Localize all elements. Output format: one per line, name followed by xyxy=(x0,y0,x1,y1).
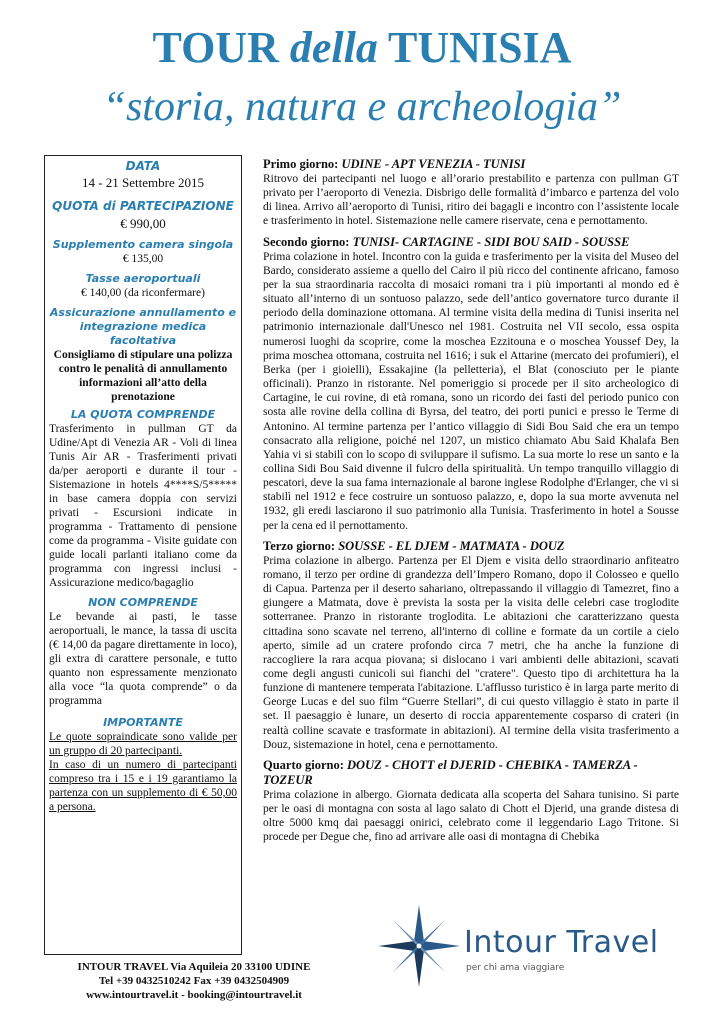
itinerary xyxy=(263,157,679,845)
footer-web[interactable]: www.intourtravel.it - booking@intourtravel.it xyxy=(86,989,302,1001)
important-heading: IMPORTANTE xyxy=(103,716,183,729)
quota-heading: QUOTA di PARTECIPAZIONE xyxy=(52,199,234,213)
compass-rose-icon xyxy=(378,905,460,987)
important-text-2: In caso di un numero di partecipanti compreso tra i 15 e i 19 garantiamo la partenza con un supplemento di € 50,00 a persona. xyxy=(49,759,237,813)
supplement-price: € 135,00 xyxy=(122,253,164,265)
brand-logo-text: Intour Travel xyxy=(464,925,659,960)
footer-address: INTOUR TRAVEL Via Aquileia 20 33100 UDINE xyxy=(77,961,311,973)
agency-footer xyxy=(44,960,344,1002)
day-2-text: Prima colazione in hotel. Incontro con la guida e trasferimento per la visita del Museo del Bardo, considerato assieme a quello del Cairo il più ricco del continente africano, famoso per la sua straordinaria raccolta di mosaici romani tra i più importanti al mondo ed è situato all’interno di un sontuoso palazzo, sede dell’antico governatore turco durante il periodo della dominazione ottomana. Al termine visita della medina di Tunisi inserita nel patrimonio internazionale dall'Unesco nel 1981. Costruita nel VII secolo, essa ospita numerosi luoghi da scoprire, come la moschea Ezzitouna e o moschea Youssef Dey, la prima moschea ottomana, costruita nel 1616; i suk el Attarine (mercato dei profumieri), el Berka (per i gioielli), Essakajine (la pelletteria), el Blat (conosciuto per le piante officinali). Pranzo in ristorante. Nel pomeriggio si procede per il sito archeologico di Cartagine, le cui rovine, di età romana, sono un ricordo dei fasti del periodo punico con sosta alle rovine della collina di Byrsa, del teatro, dei porti punici e presso le Terme di Antonino. Al termine partenza per l’antico villaggio di Sidi Bou Said che era un tempo consacrato alla religione, poiché nel 1207, un mistico chiamato Abu Said Khalafa Ben Yahia vi si stabilì con lo scopo di sviluppare il sufismo. La sua morte lo rese un santo e la collina Sidi Bou Said divenne il fulcro della spiritualità. Un tempo tranquillo villaggio di pescatori, deve la sua fama internazionale al barone inglese Rodolphe d'Erlanger, che vi si stabilì nel 1912 e fece costruire un sontuoso palazzo, e, dopo la sua morte avvenuta nel 1932, gli eredi lasciarono il suo patrimonio alla Tunisia. Trasferimento in hotel a Sousse per la cena ed il pernottamento. xyxy=(263,250,679,532)
day-3-heading: Terzo giorno: SOUSSE - EL DJEM - MATMATA - DOUZ xyxy=(263,538,565,553)
data-heading: DATA xyxy=(125,159,161,173)
tour-dates: 14 - 21 Settembre 2015 xyxy=(81,175,205,190)
day-4-text: Prima colazione in albergo. Giornata dedicata alla scoperta del Sahara tunisino. Si parte per le oasi di montagna con sosta al lago salato di Chott el Djerid, una grande distesa di oltre 5000 kmq dai paesaggi onirici, celebrato come il leggendario Lago Tritone. Si procede per Degue che, fino ad arrivare alle oasi di montagna di Chebika xyxy=(263,788,679,844)
page-title: TOUR della TUNISIA xyxy=(152,23,572,72)
excludes-heading: NON COMPRENDE xyxy=(88,596,198,609)
excludes-text: Le bevande ai pasti, le tasse aeroportuali, le mance, la tassa di uscita (€ 14,00 da pagare direttamente in loco), gli extra di carattere personale, e tutto quanto non espressamente menzionato alla voce “la quota comprende” o da programma xyxy=(49,611,237,707)
taxes-heading: Tasse aeroportuali xyxy=(85,272,201,285)
day-4-heading: Quarto giorno: DOUZ - CHOTT el DJERID - CHEBIKA - TAMERZA - TOZEUR xyxy=(263,757,638,787)
day-3-text: Prima colazione in albergo. Partenza per El Djem e visita dello straordinario anfiteatro romano, il terzo per ordine di grandezza dell’Impero Romano, dopo il Colosseo e quello di Capua. Partenza per il deserto sahariano, oltrepassando il villaggio di Tamezret, fino a giungere a Matmata, dove è prevista la sosta per la visita delle celebri case troglodite sotterranee. Pranzo in ristorante troglodita. Le abitazioni che caratterizzano questa cittadina sono scavate nel terreno, all'interno di colline e formate da un cortile a cielo aperto, simile ad un cratere profondo circa 7 metri, che ha anche la funzione di raccogliere la rara acqua piovana; si dislocano i vari ambienti delle abitazioni, scavati come degli angusti cunicoli sui fianchi del "cratere". Questo tipo di architettura ha la funzione di mantenere temperata l'abitazione. L'afflusso turistico è in larga parte merito di George Lucas e del suo film “Guerre Stellari”, di cui questo villaggio è stato in parte il set. Il paesaggio è lunare, un deserto di roccia apparentemente cosparso di crateri (in realtà colline scavate e trasformate in abitazioni). Al termine della visita trasferimento a Douz, sistemazione in hotel, cena e pernottamento. xyxy=(263,554,679,751)
day-1-text: Ritrovo dei partecipanti nel luogo e all’orario prestabilito e partenza con pullman GT privato per l’aeroporto di Venezia. Disbrigo delle formalità d’imbarco e partenza del volo di linea. Arrivo all’aeroporto di Tunisi, ritiro dei bagagli e incontro con l’assistente locale e trasferimento in hotel. Sistemazione nelle camere riservate, cena e pernottamento. xyxy=(263,173,679,228)
taxes-price: € 140,00 (da riconfermare) xyxy=(81,287,205,299)
insurance-text: Consigliamo di stipulare una polizza contro le penalità di annullamento informazioni all’atto della prenotazione xyxy=(53,349,233,403)
supplement-heading: Supplemento camera singola xyxy=(52,238,234,251)
page-subtitle: “storia, natura e archeologia” xyxy=(102,84,622,130)
important-text-1: Le quote sopraindicate sono valide per un gruppo di 20 partecipanti. xyxy=(49,731,237,757)
quota-price: € 990,00 xyxy=(120,216,166,231)
day-2-heading: Secondo giorno: TUNISI- CARTAGINE - SIDI BOU SAID - SOUSSE xyxy=(263,234,630,249)
includes-text: Trasferimento in pullman GT da Udine/Apt di Venezia AR - Voli di linea Tunis Air AR - Trasferimenti privati da/per aeroporti e durante il tour - Sistemazione in hotels 4****S/5***** in base camera doppia con servizi privati - Escursioni indicate in programma - Trattamento di pensione come da programma - Visite guidate con guide locali parlanti italiano come da programma con ingressi inclusi - Assicurazione medico/bagaglio xyxy=(49,423,237,589)
insurance-heading: Assicurazione annullamento e integrazione medica facoltativa xyxy=(49,306,237,347)
includes-heading: LA QUOTA COMPRENDE xyxy=(70,408,216,421)
brand-tagline: per chi ama viaggiare xyxy=(466,963,565,973)
day-1-heading: Primo giorno: UDINE - APT VENEZIA - TUNISI xyxy=(263,157,526,171)
info-sidebar xyxy=(44,155,242,955)
footer-phone: Tel +39 0432510242 Fax +39 0432504909 xyxy=(98,975,290,987)
